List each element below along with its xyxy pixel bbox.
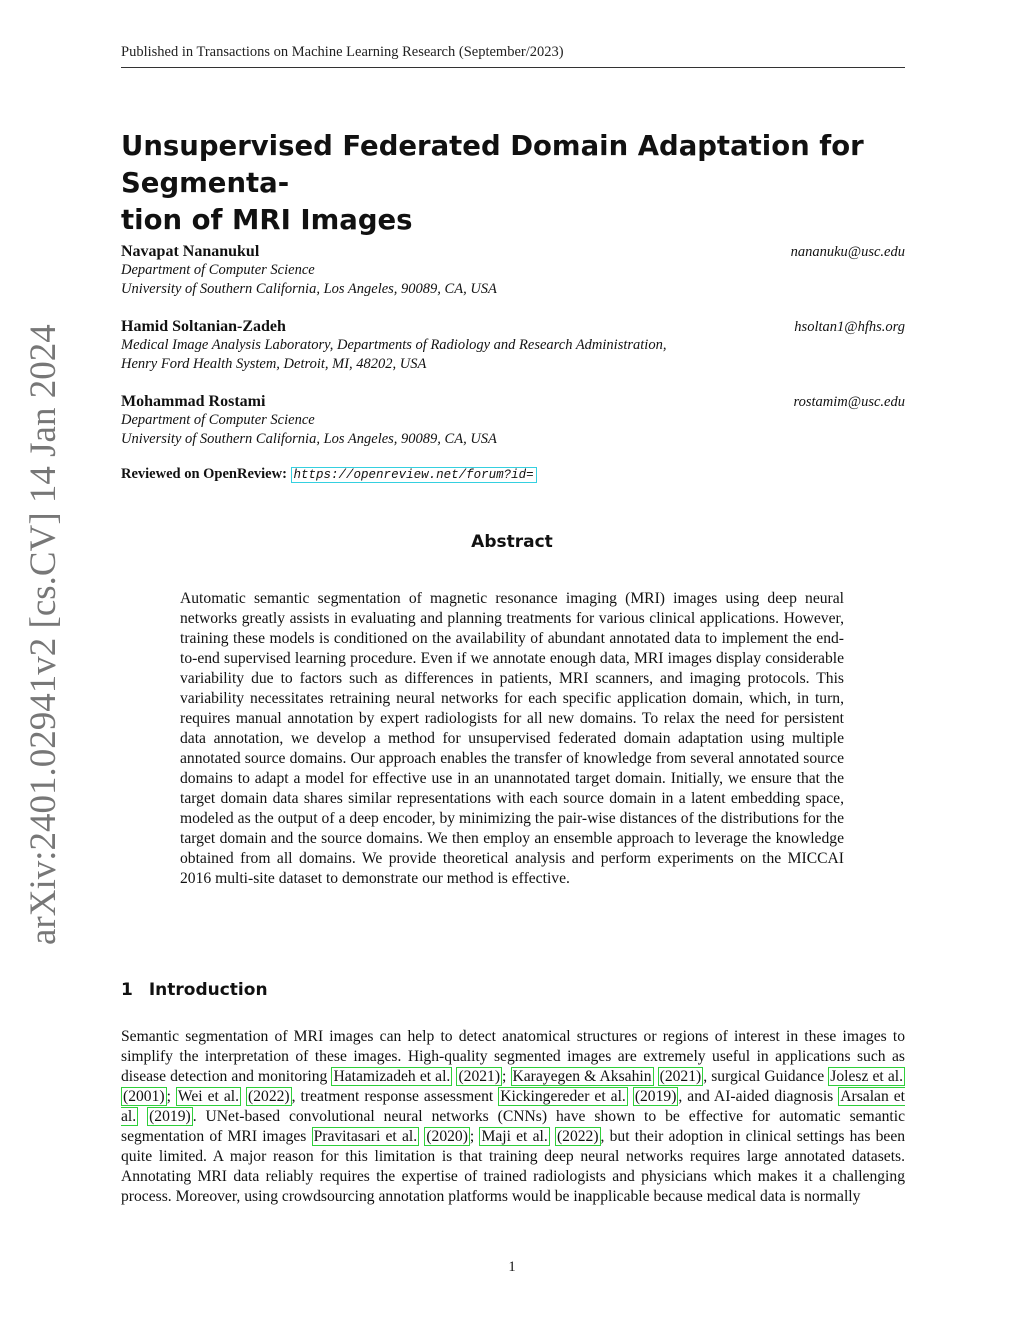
citation-link[interactable]: Pravitasari et al.	[313, 1128, 418, 1145]
citation-year-link[interactable]: (2021)	[659, 1068, 702, 1085]
author-name: Hamid Soltanian-Zadeh	[121, 318, 286, 335]
text-run: ;	[502, 1068, 511, 1085]
introduction-paragraph	[121, 1027, 905, 1207]
author-block	[121, 318, 905, 373]
author-block	[121, 393, 905, 448]
citation-link[interactable]: Jolesz et al.	[830, 1068, 904, 1085]
text-run: ;	[166, 1088, 176, 1105]
citation-link[interactable]: Karayegen & Aksahin	[512, 1068, 652, 1085]
author-affiliation: Department of Computer Science	[121, 262, 315, 278]
author-email: nananuku@usc.edu	[790, 244, 905, 260]
citation-year-link[interactable]: (2021)	[458, 1068, 501, 1085]
arxiv-identifier: arXiv:2401.02941v2 [cs.CV] 14 Jan 2024	[23, 324, 64, 945]
author-affiliation: University of Southern California, Los Angeles, 90089, CA, USA	[121, 430, 497, 447]
abstract-text: Automatic semantic segmentation of magnetic resonance imaging (MRI) images using deep neural networks greatly assists in evaluating and planning treatments for various clinical applications. However, training these models is conditioned on the availability of abundant annotated data to implement the end-to-end supervised learning procedure. Even if we annotate enough data, MRI images display considerable variability due to factors such as differences in patients, MRI scanners, and imaging protocols. This variability necessitates retraining neural networks for each specific application domain, which, in turn, requires manual annotation by expert radiologists for all new domains. To relax the need for persistent data annotation, we develop a method for unsupervised federated domain adaptation using multiple annotated source domains. Our approach enables the transfer of knowledge from several annotated source domains to adapt a model for effective use in an unannotated target domain. Initially, we ensure that the target domain data shares similar representations with each source domain in a latent embedding space, modeled as the output of a deep encoder, by minimizing the pair-wise distances of the distributions for the target domain and the source domains. We then employ an ensemble approach to leverage the knowledge obtained from all domains. We provide theoretical analysis and perform experiments on the MICCAI 2016 multi-site dataset to demonstrate our method is effective.	[180, 590, 844, 887]
citation-link[interactable]: Kickingereder et al.	[500, 1088, 626, 1105]
review-label: Reviewed on OpenReview:	[121, 466, 287, 482]
citation-year-link[interactable]: (2001)	[123, 1088, 165, 1105]
citation-year-link[interactable]: (2019)	[149, 1108, 191, 1125]
section-heading	[121, 980, 268, 1000]
paper-title	[121, 128, 911, 239]
citation-link[interactable]: Hatamizadeh et al.	[333, 1068, 451, 1085]
text-run: , treatment response assessment	[291, 1088, 499, 1105]
section-number: 1	[121, 980, 133, 1000]
citation-link[interactable]: Maji et al.	[481, 1128, 548, 1145]
citation-year-link[interactable]: (2019)	[634, 1088, 677, 1105]
running-header: Published in Transactions on Machine Learning Research (September/2023)	[121, 44, 905, 68]
author-affiliation: Henry Ford Health System, Detroit, MI, 48202, USA	[121, 355, 427, 372]
citation-link[interactable]: Arsalan et al.	[121, 1088, 905, 1125]
citation-year-link[interactable]: (2022)	[556, 1128, 599, 1145]
author-name: Navapat Nananukul	[121, 243, 260, 260]
title-line-1: Unsupervised Federated Domain Adaptation for Segmenta-	[121, 130, 864, 199]
text-run: ;	[469, 1128, 480, 1145]
text-run: , surgical Guidance	[703, 1068, 829, 1085]
author-block	[121, 243, 905, 298]
text-run: , but their adoption in clinical settings has been quite limited. A major reason for this limitation is that training deep neural networks requires large annotated datasets. Annotating MRI data reliably requires the expertise of trained radiologists and physicians which makes it a challenging process. Moreover, using crowdsourcing annotation platforms would be inapplicable because medical data is normally	[121, 1128, 906, 1205]
author-name: Mohammad Rostami	[121, 393, 266, 410]
page-number: 1	[508, 1259, 516, 1275]
text-run: , and AI-aided diagnosis	[678, 1088, 839, 1105]
author-affiliation: Medical Image Analysis Laboratory, Departments of Radiology and Research Administration,	[121, 337, 667, 353]
author-affiliation: University of Southern California, Los Angeles, 90089, CA, USA	[121, 280, 497, 297]
title-line-2: tion of MRI Images	[121, 204, 413, 236]
citation-link[interactable]: Wei et al.	[177, 1088, 240, 1105]
abstract-heading: Abstract	[471, 532, 553, 552]
author-email: hsoltan1@hfhs.org	[794, 319, 905, 335]
text-run: . UNet-based convolutional neural networks (CNNs) have shown to be effective for automatic semantic segmentation of MRI images	[121, 1108, 905, 1145]
openreview-link[interactable]: https://openreview.net/forum?id=	[291, 467, 537, 483]
citation-year-link[interactable]: (2020)	[426, 1128, 468, 1145]
text-run: Semantic segmentation of MRI images can help to detect anatomical structures or regions of interest in these images to simplify the interpretation of these images. High-quality segmented images are extremely useful in applications such as disease detection and monitoring	[121, 1028, 905, 1085]
citation-year-link[interactable]: (2022)	[248, 1088, 290, 1105]
review-line	[121, 466, 537, 483]
author-email: rostamim@usc.edu	[793, 394, 905, 410]
section-title: Introduction	[148, 980, 268, 1000]
author-affiliation: Department of Computer Science	[121, 412, 315, 428]
